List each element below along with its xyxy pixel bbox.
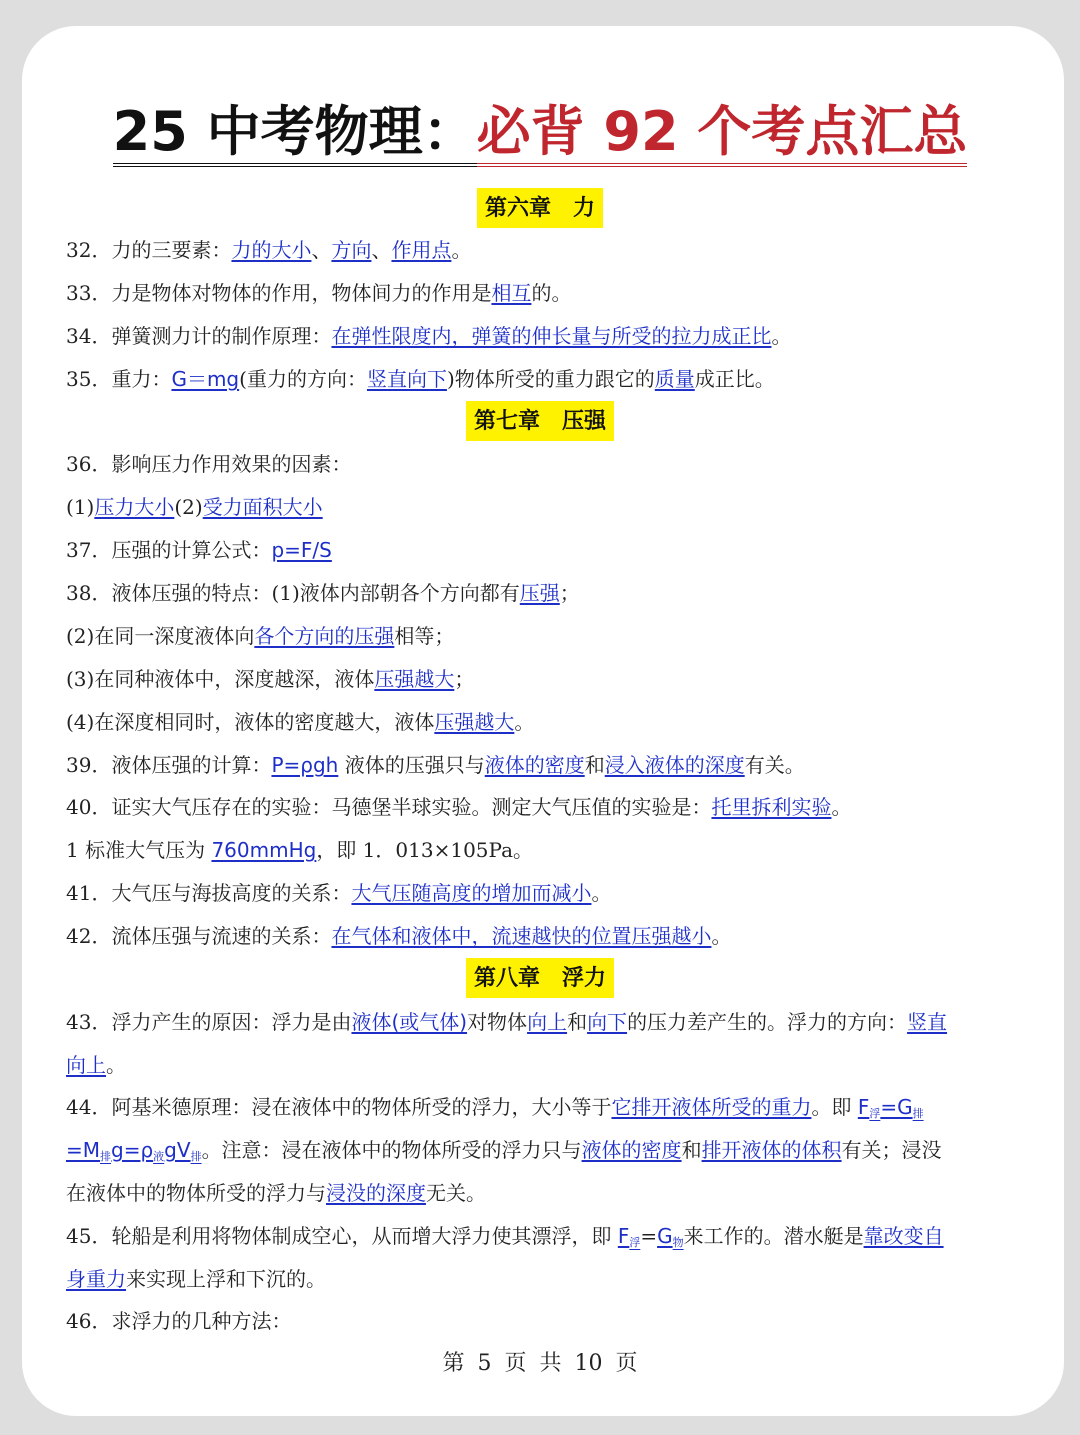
title-prefix: 25 中考物理： (113, 100, 477, 167)
point-46: 46．求浮力的几种方法： (66, 1309, 292, 1333)
point-40-atm: 1 标准大气压为 760mmHg，即 1．013×105Pa。 (66, 838, 533, 862)
point-43: 43．浮力产生的原因：浮力是由液体(或气体)对物体向上和向下的压力差产生的。浮力的方向：竖直 (66, 1010, 948, 1034)
point-38-4: (4)在深度相同时，液体的密度越大，液体压强越大。 (66, 710, 535, 734)
point-44: 44．阿基米德原理：浸在液体中的物体所受的浮力，大小等于它排开液体所受的重力。即 $F_浮=G_排$ (66, 1095, 924, 1120)
point-43-cont: 向上。 (66, 1053, 126, 1077)
page-title (0, 92, 1080, 172)
point-40: 40．证实大气压存在的实验：马德堡半球实验。测定大气压值的实验是：托里拆利实验。 (66, 795, 852, 819)
point-35: 35．重力：G＝mg(重力的方向：竖直向下)物体所受的重力跟它的质量成正比。 (66, 367, 775, 391)
point-36-factors: (1)压力大小(2)受力面积大小 (66, 495, 323, 519)
point-36: 36．影响压力作用效果的因素： (66, 452, 352, 476)
point-41: 41．大气压与海拔高度的关系：大气压随高度的增加而减小。 (66, 881, 612, 905)
point-37: 37．压强的计算公式：p=F/S (66, 538, 332, 562)
point-38-3: (3)在同种液体中，深度越深，液体压强越大； (66, 667, 475, 691)
point-34: 34．弹簧测力计的制作原理：在弹性限度内，弹簧的伸长量与所受的拉力成正比。 (66, 324, 792, 348)
chapter-7-heading: 第七章 压强 (0, 401, 1080, 441)
point-45-cont: 身重力来实现上浮和下沉的。 (66, 1267, 326, 1291)
chapter-8-heading: 第八章 浮力 (0, 958, 1080, 998)
point-44-cont: 在液体中的物体所受的浮力与浸没的深度无关。 (66, 1181, 486, 1205)
point-38-2: (2)在同一深度液体向各个方向的压强相等； (66, 624, 455, 648)
point-44-formula: $=M_排g=\rho_液gV_排$。注意：浸在液体中的物体所受的浮力只与液体的密度和排开液体的体积有关；浸没 (66, 1138, 942, 1163)
point-33: 33．力是物体对物体的作用，物体间力的作用是相互的。 (66, 281, 572, 305)
point-45: 45．轮船是利用将物体制成空心，从而增大浮力使其漂浮，即 $F_浮=G_物$来工作的。潜水艇是靠改变自 (66, 1224, 944, 1249)
page-footer: 第 5 页 共 10 页 (442, 1351, 638, 1376)
point-32: 32．力的三要素：力的大小、方向、作用点。 (66, 238, 472, 262)
point-39: 39．液体压强的计算：P=ρgh 液体的压强只与液体的密度和浸入液体的深度有关。 (66, 753, 805, 777)
title-highlight: 必背 92 个考点汇总 (477, 100, 968, 167)
point-42: 42．流体压强与流速的关系：在气体和液体中，流速越快的位置压强越小。 (66, 924, 732, 948)
chapter-6-heading: 第六章 力 (0, 188, 1080, 228)
point-38: 38．液体压强的特点：(1)液体内部朝各个方向都有压强； (66, 581, 580, 605)
